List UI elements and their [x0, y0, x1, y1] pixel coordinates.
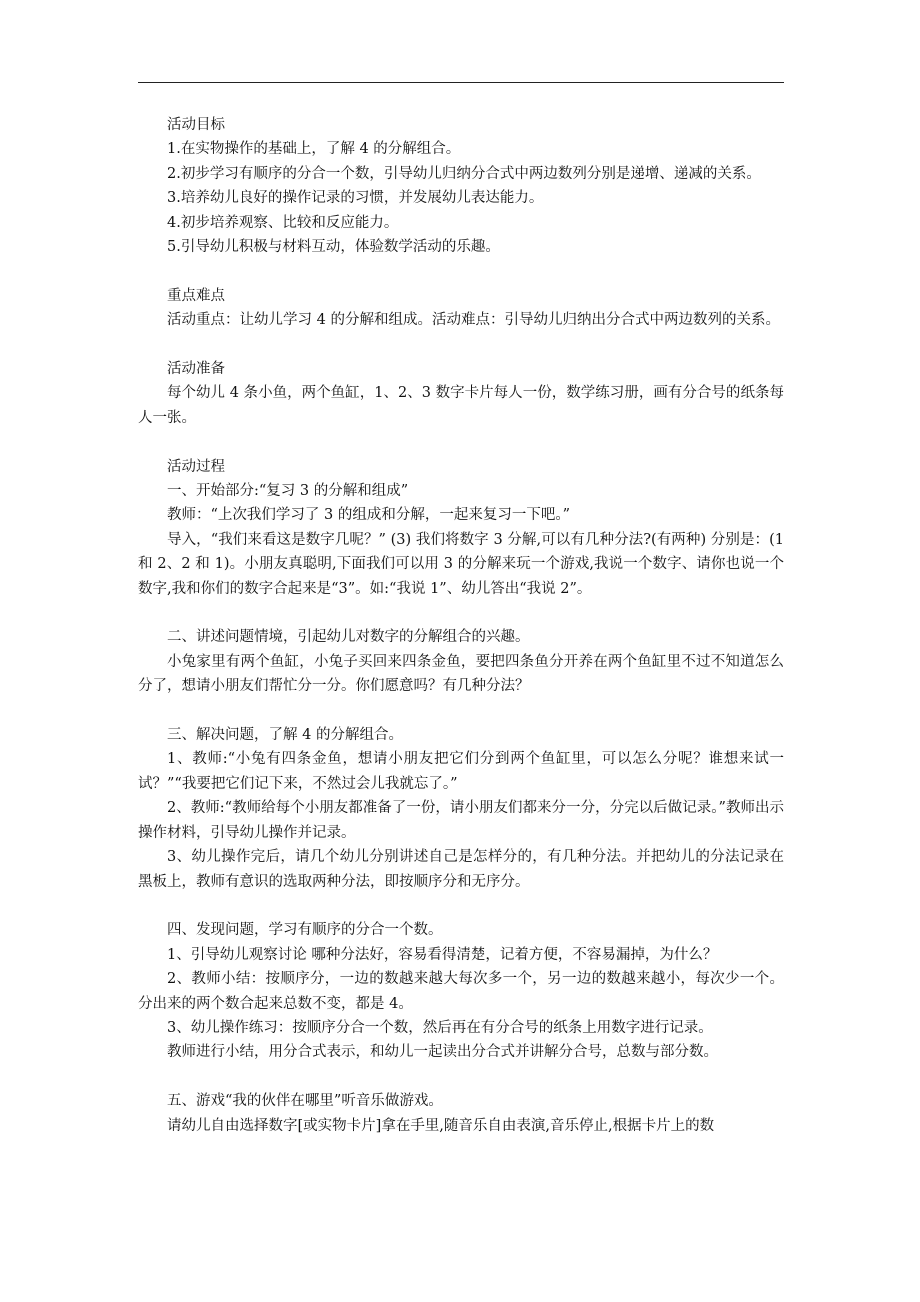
- spacer: [138, 1065, 784, 1089]
- process-paragraph: 五、游戏“我的伙伴在哪里”听音乐做游戏。: [167, 1093, 443, 1110]
- process-paragraph: 1、教师:“小兔有四条金鱼，想请小朋友把它们分到两个鱼缸里，可以怎么分呢？谁想来试一试？”“我要把它们记下来，不然过会儿我就忘了。”: [138, 751, 784, 792]
- process-paragraph: 四、发现问题，学习有顺序的分合一个数。: [167, 922, 443, 939]
- goal-item: 2.初步学习有顺序的分合一个数，引导幼儿归纳分合式中两边数列分别是递增、递减的关系。: [167, 165, 761, 182]
- process-paragraph: 教师：“上次我们学习了 3 的组成和分解，一起来复习一下吧。”: [167, 507, 571, 524]
- spacer: [138, 699, 784, 723]
- process-paragraph: 3、幼儿操作练习：按顺序分合一个数，然后再在有分合号的纸条上用数字进行记录。: [167, 1019, 713, 1036]
- process-paragraph: 一、开始部分:“复习 3 的分解和组成”: [167, 483, 409, 500]
- process-paragraph: 二、讲述问题情境，引起幼儿对数字的分解组合的兴趣。: [167, 629, 530, 646]
- spacer: [138, 333, 784, 357]
- keypoints-heading: 重点难点: [167, 287, 225, 304]
- process-paragraph: 教师进行小结，用分合式表示，和幼儿一起读出分合式并讲解分合号，总数与部分数。: [167, 1044, 718, 1061]
- goals-heading: 活动目标: [167, 117, 225, 133]
- prep-heading: 活动准备: [167, 361, 225, 378]
- spacer: [138, 894, 784, 918]
- goal-item: 5.引导幼儿积极与材料互动，体验数学活动的乐趣。: [167, 239, 500, 256]
- goal-item: 4.初步培养观察、比较和反应能力。: [167, 214, 399, 231]
- process-paragraph: 三、解决问题，了解 4 的分解组合。: [167, 727, 403, 744]
- process-heading: 活动过程: [167, 458, 225, 475]
- process-paragraph: 小兔家里有两个鱼缸，小兔子买回来四条金鱼，要把四条鱼分开养在两个鱼缸里不过不知道怎么分了，想请小朋友们帮忙分一分。你们愿意吗？有几种分法？: [138, 653, 784, 695]
- spacer: [138, 259, 784, 283]
- goal-item: 3.培养幼儿良好的操作记录的习惯，并发展幼儿表达能力。: [167, 190, 544, 207]
- process-paragraph: 导入，“我们来看这是数字几呢？” (3) 我们将数字 3 分解,可以有几种分法?(有两种) 分别是：(1 和 2、2 和 1)。小朋友真聪明,下面我们可以用 3 的分解来玩一个游戏,我说一个数字、请你也说一个数字,我和你们的数字合起来是“3”。如:“我说 1”、幼儿答出“我说 2”。: [138, 531, 784, 597]
- process-paragraph: 3、幼儿操作完后，请几个幼儿分别讲述自己是怎样分的，有几种分法。并把幼儿的分法记录在黑板上，教师有意识的选取两种分法，即按顺序分和无序分。: [138, 849, 784, 890]
- process-paragraph: 2、教师:“教师给每个小朋友都准备了一份，请小朋友们都来分一分，分完以后做记录。”教师出示操作材料，引导幼儿操作并记录。: [138, 800, 784, 841]
- spacer: [138, 601, 784, 625]
- keypoints-text: 活动重点：让幼儿学习 4 的分解和组成。活动难点：引导幼儿归纳出分合式中两边数列的关系。: [167, 312, 780, 329]
- goal-item: 1.在实物操作的基础上，了解 4 的分解组合。: [167, 141, 461, 158]
- spacer: [138, 430, 784, 454]
- document-body: [138, 113, 784, 1138]
- process-paragraph: 2、教师小结：按顺序分，一边的数越来越大每次多一个，另一边的数越来越小，每次少一个。分出来的两个数合起来总数不变，都是 4。: [138, 971, 784, 1012]
- header-rule: [138, 82, 784, 83]
- process-paragraph: 请幼儿自由选择数字[或实物卡片]拿在手里,随音乐自由表演,音乐停止,根据卡片上的数: [167, 1117, 715, 1134]
- prep-text: 每个幼儿 4 条小鱼，两个鱼缸，1、2、3 数字卡片每人一份，数学练习册，画有分合号的纸条每人一张。: [138, 385, 784, 426]
- process-paragraph: 1、引导幼儿观察讨论 哪种分法好，容易看得清楚，记着方便，不容易漏掉，为什么？: [167, 946, 718, 963]
